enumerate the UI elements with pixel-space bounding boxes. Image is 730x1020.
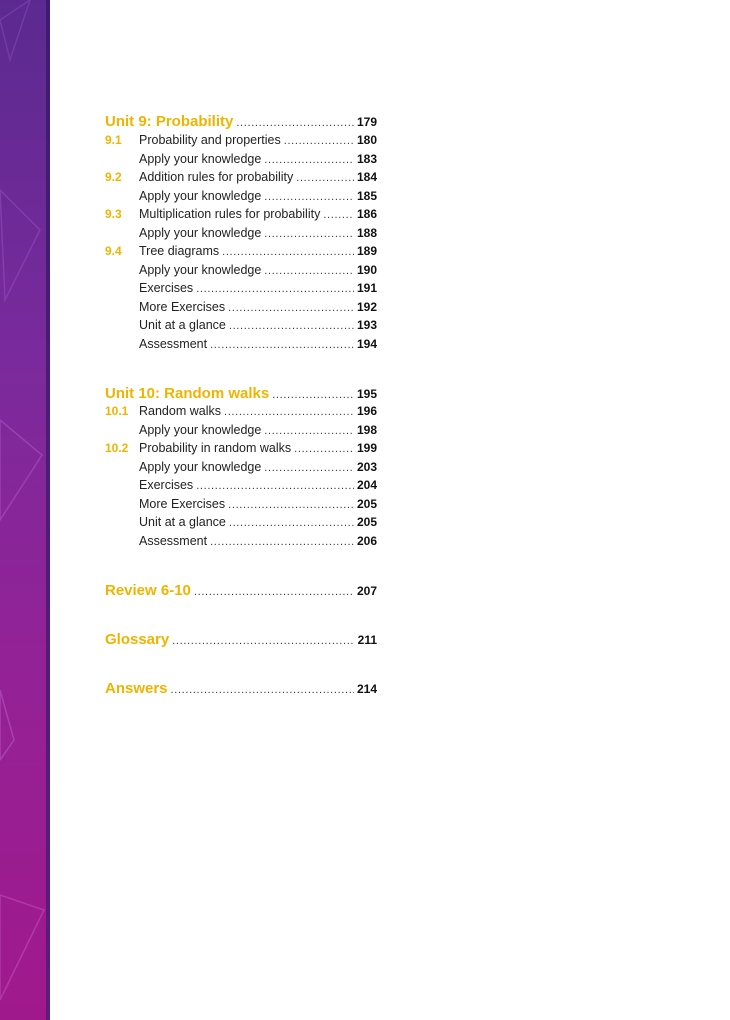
dot-leader — [228, 302, 354, 314]
toc-entry[interactable] — [105, 281, 377, 299]
toc-entry[interactable] — [105, 460, 377, 478]
glossary-heading[interactable] — [105, 631, 377, 651]
answers-title: Answers — [105, 680, 168, 697]
page-number: 193 — [356, 318, 377, 332]
entry-title: Exercises — [139, 281, 194, 295]
toc-entry[interactable] — [105, 318, 377, 336]
dot-leader — [171, 684, 354, 696]
review-title: Review 6-10 — [105, 582, 191, 599]
toc-entry[interactable] — [105, 226, 377, 244]
page-number: 196 — [356, 404, 377, 418]
page-number: 211 — [357, 633, 377, 647]
review-heading[interactable] — [105, 582, 377, 602]
answers-heading[interactable] — [105, 680, 377, 700]
dot-leader — [194, 586, 354, 598]
page-number: 186 — [356, 207, 377, 221]
dot-leader — [210, 536, 354, 548]
page-number: 199 — [356, 441, 377, 455]
dot-leader — [229, 517, 354, 529]
dot-leader — [236, 117, 354, 129]
page-number: 185 — [356, 188, 377, 203]
entry-title: Addition rules for probability — [139, 170, 294, 184]
entry-title: Apply your knowledge — [139, 225, 262, 240]
entry-title: Apply your knowledge — [139, 459, 262, 474]
toc-entry[interactable] — [105, 263, 377, 281]
page-number: 190 — [356, 262, 377, 277]
section-number: 9.4 — [105, 244, 122, 258]
dot-leader — [172, 635, 354, 647]
page-number: 203 — [356, 459, 377, 474]
entry-title: Apply your knowledge — [139, 151, 262, 166]
page-number: 206 — [356, 533, 377, 548]
entry-title: Random walks — [139, 404, 221, 418]
toc-entry[interactable] — [105, 244, 377, 262]
page-number: 205 — [356, 496, 377, 511]
dot-leader — [222, 246, 354, 258]
toc-entry[interactable] — [105, 423, 377, 441]
dot-leader — [229, 320, 354, 332]
page-number: 214 — [356, 682, 377, 696]
entry-title: Exercises — [139, 478, 194, 492]
page-number: 180 — [356, 133, 377, 147]
page-number: 204 — [356, 478, 377, 492]
dot-leader — [228, 499, 354, 511]
dot-leader — [264, 154, 354, 166]
entry-title: Apply your knowledge — [139, 188, 262, 203]
toc-entry[interactable] — [105, 337, 377, 355]
entry-title: Assessment — [139, 533, 208, 548]
decorative-sidebar — [0, 0, 50, 1020]
section-number: 10.2 — [105, 441, 129, 455]
toc-entry[interactable] — [105, 515, 377, 533]
page-number: 205 — [356, 515, 377, 529]
entry-title: Apply your knowledge — [139, 262, 262, 277]
entry-title: Probability in random walks — [139, 441, 292, 455]
toc-entry[interactable] — [105, 497, 377, 515]
unit-heading[interactable] — [105, 385, 377, 405]
toc-entry[interactable] — [105, 170, 377, 188]
entry-title: Tree diagrams — [139, 244, 220, 258]
page-number: 189 — [356, 244, 377, 258]
dot-leader — [264, 265, 354, 277]
page-number: 179 — [356, 115, 377, 129]
page-number: 191 — [356, 281, 377, 295]
page-number: 183 — [356, 151, 377, 166]
dot-leader — [296, 172, 354, 184]
sidebar-edge — [46, 0, 50, 1020]
unit-title: Unit 10: Random walks — [105, 385, 270, 402]
dot-leader — [284, 135, 354, 147]
dot-leader — [224, 406, 354, 418]
unit-heading[interactable] — [105, 113, 377, 133]
sidebar-pattern — [0, 0, 50, 1020]
toc-entry[interactable] — [105, 478, 377, 496]
dot-leader — [323, 209, 354, 221]
page-number: 195 — [356, 387, 377, 401]
glossary-title: Glossary — [105, 631, 170, 648]
dot-leader — [264, 191, 354, 203]
section-number: 9.2 — [105, 170, 122, 184]
entry-title: More Exercises — [139, 299, 226, 314]
toc-entry[interactable] — [105, 189, 377, 207]
dot-leader — [210, 339, 354, 351]
entry-title: Assessment — [139, 336, 208, 351]
page-number: 194 — [356, 336, 377, 351]
entry-title: Apply your knowledge — [139, 422, 262, 437]
page-number: 198 — [356, 422, 377, 437]
entry-title: Unit at a glance — [139, 318, 226, 332]
dot-leader — [264, 425, 354, 437]
section-number: 9.3 — [105, 207, 122, 221]
entry-title: More Exercises — [139, 496, 226, 511]
toc-entry[interactable] — [105, 207, 377, 225]
dot-leader — [264, 462, 354, 474]
dot-leader — [272, 389, 354, 401]
section-number: 9.1 — [105, 133, 122, 147]
section-number: 10.1 — [105, 404, 129, 418]
toc-entry[interactable] — [105, 300, 377, 318]
dot-leader — [196, 283, 354, 295]
unit-title: Unit 9: Probability — [105, 113, 234, 130]
toc-entry[interactable] — [105, 152, 377, 170]
entry-title: Multiplication rules for probability — [139, 207, 321, 221]
toc-entry[interactable] — [105, 441, 377, 459]
entry-title: Unit at a glance — [139, 515, 226, 529]
page-number: 184 — [356, 170, 377, 184]
page-number: 188 — [356, 225, 377, 240]
toc-entry[interactable] — [105, 133, 377, 151]
entry-title: Probability and properties — [139, 133, 281, 147]
dot-leader — [196, 480, 354, 492]
page-number: 207 — [356, 584, 377, 598]
toc-entry[interactable] — [105, 404, 377, 422]
dot-leader — [264, 228, 354, 240]
toc-entry[interactable] — [105, 534, 377, 552]
dot-leader — [294, 443, 354, 455]
page-number: 192 — [356, 299, 377, 314]
